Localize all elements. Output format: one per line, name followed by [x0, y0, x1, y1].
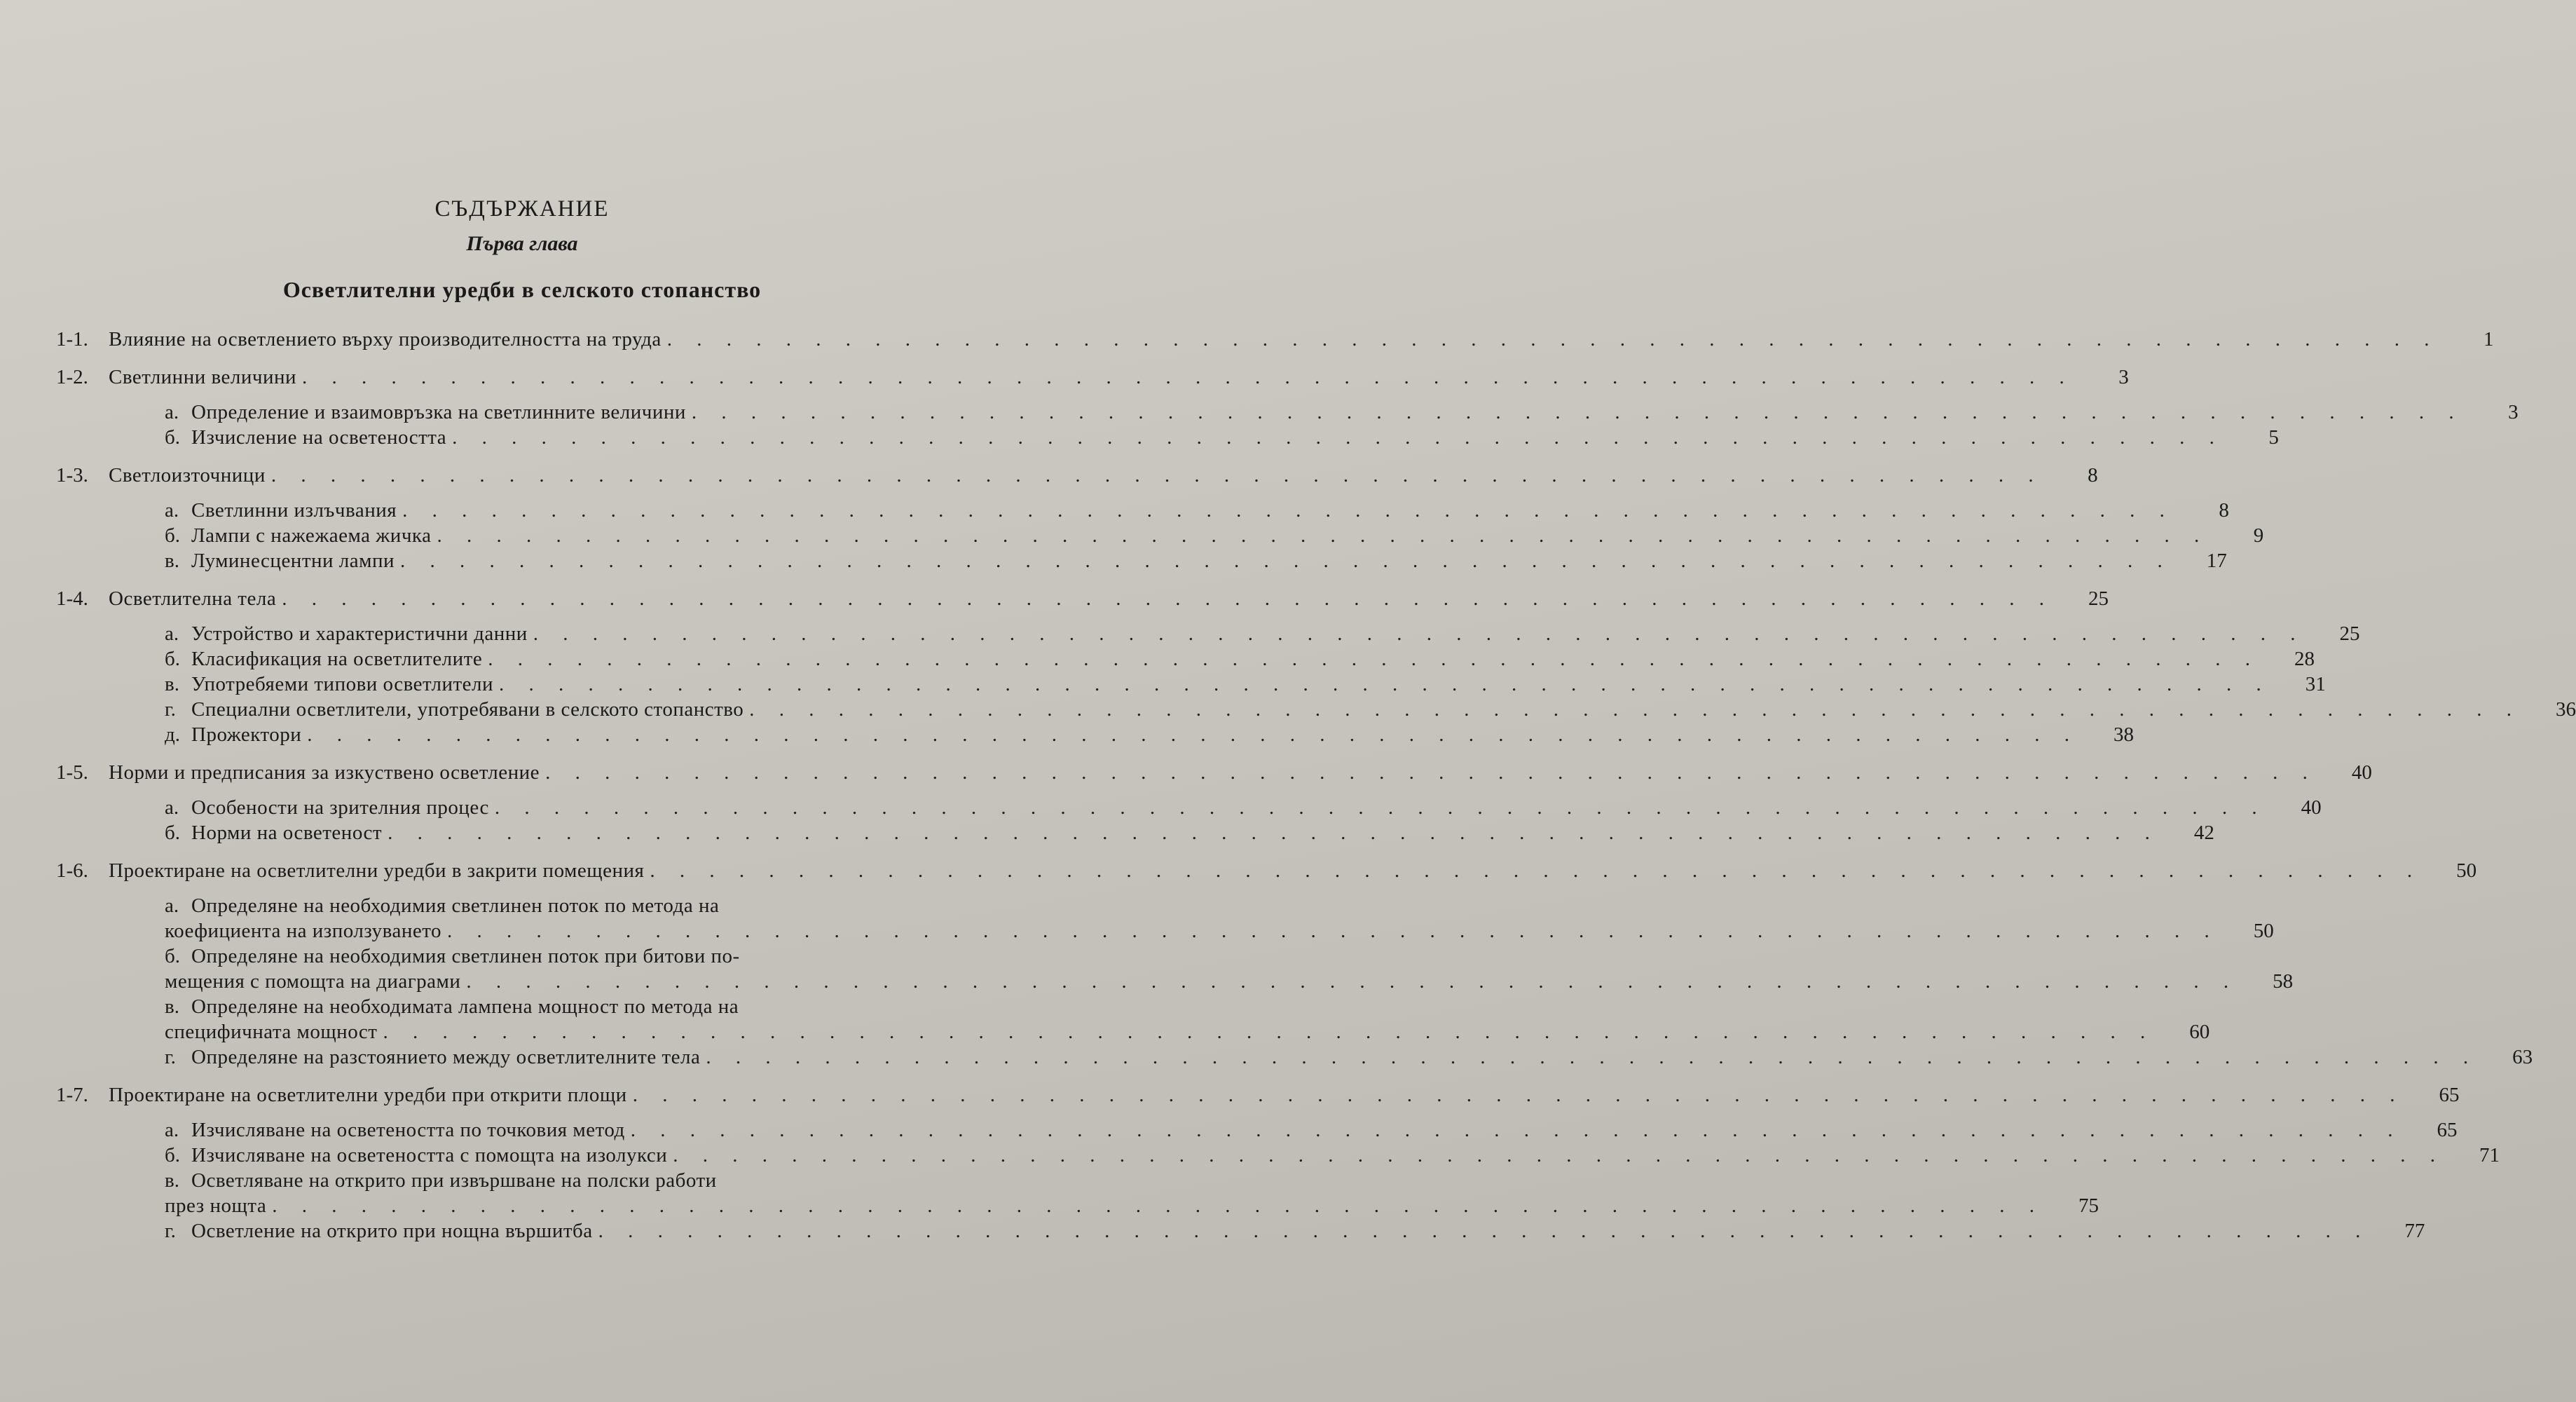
page-number: 3	[2508, 401, 2519, 423]
leader-dots: . . . . . . . . . . . . . . . . . . . . . . . . . . . . . . . . . . . . . . . . . . . . . . . . . . . . . . . . . . . .	[598, 1220, 2371, 1242]
leader-dots: . . . . . . . . . . . . . . . . . . . . . . . . . . . . . . . . . . . . . . . . . . . . . . . . . . . . . . . . . . . .	[706, 1046, 2479, 1068]
page-number: 9	[2253, 524, 2264, 547]
page-number: 42	[2193, 822, 2214, 844]
section-title: Проектиране на осветлителни уредби при открити площи	[109, 1084, 627, 1106]
leader-dots: . . . . . . . . . . . . . . . . . . . . . . . . . . . . . . . . . . . . . . . . . . . . . . . . . . . . . . . . . . . .	[691, 401, 2464, 423]
page-number: 75	[2078, 1195, 2099, 1217]
section-number: 1-2.	[56, 366, 88, 388]
toc-entry[interactable]	[56, 858, 2477, 883]
subsection-letter: б.	[165, 822, 181, 844]
chapter-heading: Първа глава	[466, 232, 578, 255]
toc-subentry[interactable]	[56, 1117, 2458, 1143]
leader-dots: . . . . . . . . . . . . . . . . . . . . . . . . . . . . . . . . . . . . . . . . . . . . . . . . . . . . . . . . . . . .	[533, 622, 2306, 645]
subsection-title-continued: през нощта	[165, 1195, 267, 1217]
subsection-title-continued: мещения с помощта на диаграми	[165, 970, 461, 993]
toc-subentry[interactable]	[56, 1143, 2500, 1168]
subsection-letter: в.	[165, 550, 179, 572]
page-number: 5	[2268, 426, 2279, 449]
leader-dots: . . . . . . . . . . . . . . . . . . . . . . . . . . . . . . . . . . . . . . . . . . . . . . . . . . . . . . . . . . . .	[494, 796, 2267, 819]
toc-entry[interactable]	[56, 1082, 2460, 1108]
subsection-title: Изчисляване на осветеността с помощта на изолукси	[191, 1144, 668, 1166]
section-title: Светлинни величини	[109, 366, 297, 388]
subsection-title: Определяне на разстоянието между осветлителните тела	[191, 1046, 701, 1068]
subsection-letter: б.	[165, 426, 181, 449]
toc-subentry[interactable]	[56, 548, 2227, 573]
leader-dots: . . . . . . . . . . . . . . . . . . . . . . . . . . . . . . . . . . . . . . . . . . . . . . . . . . . . . . . . . . . .	[630, 1119, 2403, 1141]
subsection-letter: в.	[165, 1169, 179, 1192]
subsection-title-continued: коефициента на използуването	[165, 920, 442, 942]
leader-dots: . . . . . . . . . . . . . . . . . . . . . . . . . . . . . . . . . . . . . . . . . . . . . . . . . . . . . . . . . . . .	[437, 524, 2210, 547]
toc-section	[56, 760, 2372, 845]
section-number: 1-3.	[56, 464, 88, 486]
subsection-title: Определяне на необходимия светлинен поток по метода на	[191, 894, 720, 917]
page-number: 50	[2456, 859, 2477, 882]
subsection-letter: а.	[165, 1119, 179, 1141]
toc-entry[interactable]	[56, 463, 2098, 488]
subsection-title: Особености на зрителния процес	[191, 796, 489, 819]
toc-subentry[interactable]	[56, 795, 2322, 820]
subsection-letter: а.	[165, 894, 179, 917]
subsection-title: Осветление на открито при нощна вършитба	[191, 1220, 593, 1242]
toc-subentry-continuation[interactable]	[56, 1193, 2099, 1218]
page-number: 50	[2253, 920, 2274, 942]
leader-dots: . . . . . . . . . . . . . . . . . . . . . . . . . . . . . . . . . . . . . . . . . . . . . . . . . . . . . . . . . . . .	[499, 673, 2271, 695]
toc-subentry[interactable]	[56, 1044, 2533, 1070]
subsection-title: Определяне на необходимата лампена мощност по метода на	[191, 995, 739, 1018]
leader-dots: . . . . . . . . . . . . . . . . . . . . . . . . . . . . . . . . . . . . . . . . . . . . . . . . . . . . . . . . . . . .	[545, 761, 2317, 784]
section-title: Осветлителна тела	[109, 587, 277, 610]
subsection-letter: б.	[165, 648, 181, 670]
leader-dots: . . . . . . . . . . . . . . . . . . . . . . . . . . . . . . . . . . . . . . . . . . . . . . . . . . . . . . . . . . . .	[452, 426, 2224, 449]
subsection-title: Определение и взаимовръзка на светлинните величини	[191, 401, 686, 423]
page-number: 65	[2439, 1084, 2460, 1106]
subsection-letter: а.	[165, 796, 179, 819]
subsection-title: Норми на осветеност	[191, 822, 383, 844]
leader-dots: . . . . . . . . . . . . . . . . . . . . . . . . . . . . . . . . . . . . . . . . . . . . . . . . . . . . . . . . . . . .	[632, 1084, 2405, 1106]
section-title: Норми и предписания за изкуствено осветление	[109, 761, 540, 784]
toc-subentry[interactable]	[56, 944, 967, 969]
page-number: 8	[2219, 499, 2229, 522]
toc-subentry[interactable]	[56, 621, 2360, 646]
toc-subentry[interactable]	[56, 893, 967, 918]
leader-dots: . . . . . . . . . . . . . . . . . . . . . . . . . . . . . . . . . . . . . . . . . . . . . . . . . . . . . . . . . . . .	[307, 723, 2080, 746]
toc-section	[56, 463, 2264, 573]
toc-subentry-continuation[interactable]	[56, 918, 2274, 944]
toc-subentry[interactable]	[56, 425, 2279, 450]
section-title: Светлоизточници	[109, 464, 266, 486]
toc-subentry-continuation[interactable]	[56, 969, 2294, 994]
chapter-title: Осветлителни уредби в селското стопанство	[282, 277, 762, 302]
toc-subentry[interactable]	[56, 820, 2214, 845]
subsection-title-continued: специфичната мощност	[165, 1021, 378, 1043]
subsection-title: Определяне на необходимия светлинен поток при битови по-	[191, 945, 740, 967]
subsection-letter: а.	[165, 622, 179, 645]
section-number: 1-1.	[56, 328, 88, 350]
subsection-letter: в.	[165, 995, 179, 1018]
leader-dots: . . . . . . . . . . . . . . . . . . . . . . . . . . . . . . . . . . . . . . . . . . . . . . . . . . . . . . . . . . . .	[447, 920, 2219, 942]
page-number: 71	[2479, 1144, 2500, 1166]
subsection-letter: г.	[165, 1046, 176, 1068]
toc-subentry[interactable]	[56, 672, 2326, 697]
toc-subentry[interactable]	[56, 523, 2264, 548]
subsection-letter: а.	[165, 401, 179, 423]
subsection-letter: г.	[165, 698, 176, 721]
subsection-title: Лампи с нажежаема жичка	[191, 524, 432, 547]
page-number: 40	[2351, 761, 2372, 784]
leader-dots: . . . . . . . . . . . . . . . . . . . . . . . . . . . . . . . . . . . . . . . . . . . . . . . . . . . . . . . . . . . .	[302, 366, 2074, 388]
subsection-letter: г.	[165, 1220, 176, 1242]
page-number: 25	[2339, 622, 2360, 645]
page-number: 40	[2301, 796, 2322, 819]
toc-subentry[interactable]	[56, 722, 2135, 747]
page-number: 31	[2305, 673, 2326, 695]
subsection-letter: б.	[165, 945, 181, 967]
toc-section	[56, 365, 2519, 450]
subsection-title: Осветляване на открито при извършване на полски работи	[191, 1169, 717, 1192]
toc-section	[56, 858, 2533, 1070]
subsection-letter: в.	[165, 673, 179, 695]
subsection-letter: б.	[165, 1144, 181, 1166]
toc-section	[56, 1082, 2500, 1244]
toc-entry[interactable]	[56, 760, 2372, 785]
leader-dots: . . . . . . . . . . . . . . . . . . . . . . . . . . . . . . . . . . . . . . . . . . . . . . . . . . . . . . . . . . . .	[400, 550, 2172, 572]
page-number: 60	[2189, 1021, 2210, 1043]
subsection-title: Прожектори	[191, 723, 302, 746]
page-number: 77	[2404, 1220, 2425, 1242]
subsection-title: Изчисляване на осветеността по точковия метод	[191, 1119, 625, 1141]
leader-dots: . . . . . . . . . . . . . . . . . . . . . . . . . . . . . . . . . . . . . . . . . . . . . . . . . . . . . . . . . . . .	[650, 859, 2423, 882]
section-number: 1-4.	[56, 587, 88, 610]
section-title: Влияние на осветлението върху производителността на труда	[109, 328, 662, 350]
leader-dots: . . . . . . . . . . . . . . . . . . . . . . . . . . . . . . . . . . . . . . . . . . . . . . . . . . . . . . . . . . . .	[666, 328, 2439, 350]
leader-dots: . . . . . . . . . . . . . . . . . . . . . . . . . . . . . . . . . . . . . . . . . . . . . . . . . . . . . . . . . . . .	[749, 698, 2522, 721]
toc-subentry[interactable]	[56, 498, 2229, 523]
subsection-title: Класификация на осветлителите	[191, 648, 483, 670]
page-number: 58	[2273, 970, 2294, 993]
toc-section	[56, 586, 2576, 747]
page-title: СЪДЪРЖАНИЕ	[434, 196, 610, 222]
toc-subentry[interactable]	[56, 1168, 967, 1193]
subsection-letter: б.	[165, 524, 181, 547]
subsection-title: Светлинни излъчвания	[191, 499, 397, 522]
toc-entry[interactable]	[56, 365, 2129, 390]
page-number: 1	[2483, 328, 2494, 350]
subsection-title: Изчисление на осветеността	[191, 426, 447, 449]
table-of-contents	[56, 196, 2576, 1256]
section-number: 1-6.	[56, 859, 88, 882]
page-number: 17	[2206, 550, 2227, 572]
subsection-title: Устройство и характеристични данни	[191, 622, 528, 645]
page-number: 3	[2118, 366, 2129, 388]
subsection-letter: д.	[165, 723, 181, 746]
leader-dots: . . . . . . . . . . . . . . . . . . . . . . . . . . . . . . . . . . . . . . . . . . . . . . . . . . . . . . . . . . . .	[270, 464, 2043, 486]
toc-subentry[interactable]	[56, 1218, 2425, 1244]
toc-subentry[interactable]	[56, 994, 967, 1019]
page-number: 36	[2556, 698, 2576, 721]
toc-subentry[interactable]	[56, 400, 2519, 425]
leader-dots: . . . . . . . . . . . . . . . . . . . . . . . . . . . . . . . . . . . . . . . . . . . . . . . . . . . . . . . . . . . .	[388, 822, 2160, 844]
leader-dots: . . . . . . . . . . . . . . . . . . . . . . . . . . . . . . . . . . . . . . . . . . . . . . . . . . . . . . . . . . . .	[272, 1195, 2044, 1217]
subsection-title: Луминесцентни лампи	[191, 550, 395, 572]
leader-dots: . . . . . . . . . . . . . . . . . . . . . . . . . . . . . . . . . . . . . . . . . . . . . . . . . . . . . . . . . . . .	[488, 648, 2260, 670]
toc-subentry[interactable]	[56, 697, 2576, 722]
page-number: 38	[2113, 723, 2135, 746]
toc-subentry[interactable]	[56, 646, 2315, 672]
section-number: 1-5.	[56, 761, 88, 784]
leader-dots: . . . . . . . . . . . . . . . . . . . . . . . . . . . . . . . . . . . . . . . . . . . . . . . . . . . . . . . . . . . .	[402, 499, 2174, 522]
leader-dots: . . . . . . . . . . . . . . . . . . . . . . . . . . . . . . . . . . . . . . . . . . . . . . . . . . . . . . . . . . . .	[466, 970, 2239, 993]
leader-dots: . . . . . . . . . . . . . . . . . . . . . . . . . . . . . . . . . . . . . . . . . . . . . . . . . . . . . . . . . . . .	[673, 1144, 2446, 1166]
subsection-title: Употребяеми типови осветлители	[191, 673, 494, 695]
leader-dots: . . . . . . . . . . . . . . . . . . . . . . . . . . . . . . . . . . . . . . . . . . . . . . . . . . . . . . . . . . . .	[383, 1021, 2156, 1043]
toc-subentry-continuation[interactable]	[56, 1019, 2210, 1044]
toc-list	[56, 327, 2576, 1244]
toc-section	[56, 327, 2494, 352]
section-title: Проектиране на осветлителни уредби в закрити помещения	[109, 859, 645, 882]
page-number: 8	[2088, 464, 2098, 486]
toc-entry[interactable]	[56, 586, 2109, 611]
subsection-letter: а.	[165, 499, 179, 522]
section-number: 1-7.	[56, 1084, 88, 1106]
page-number: 65	[2437, 1119, 2458, 1141]
page-number: 63	[2512, 1046, 2533, 1068]
toc-entry[interactable]	[56, 327, 2494, 352]
subsection-title: Специални осветлители, употребявани в селското стопанство	[191, 698, 744, 721]
leader-dots: . . . . . . . . . . . . . . . . . . . . . . . . . . . . . . . . . . . . . . . . . . . . . . . . . . . . . . . . . . . .	[282, 587, 2054, 610]
page-number: 28	[2294, 648, 2315, 670]
page-number: 25	[2088, 587, 2109, 610]
